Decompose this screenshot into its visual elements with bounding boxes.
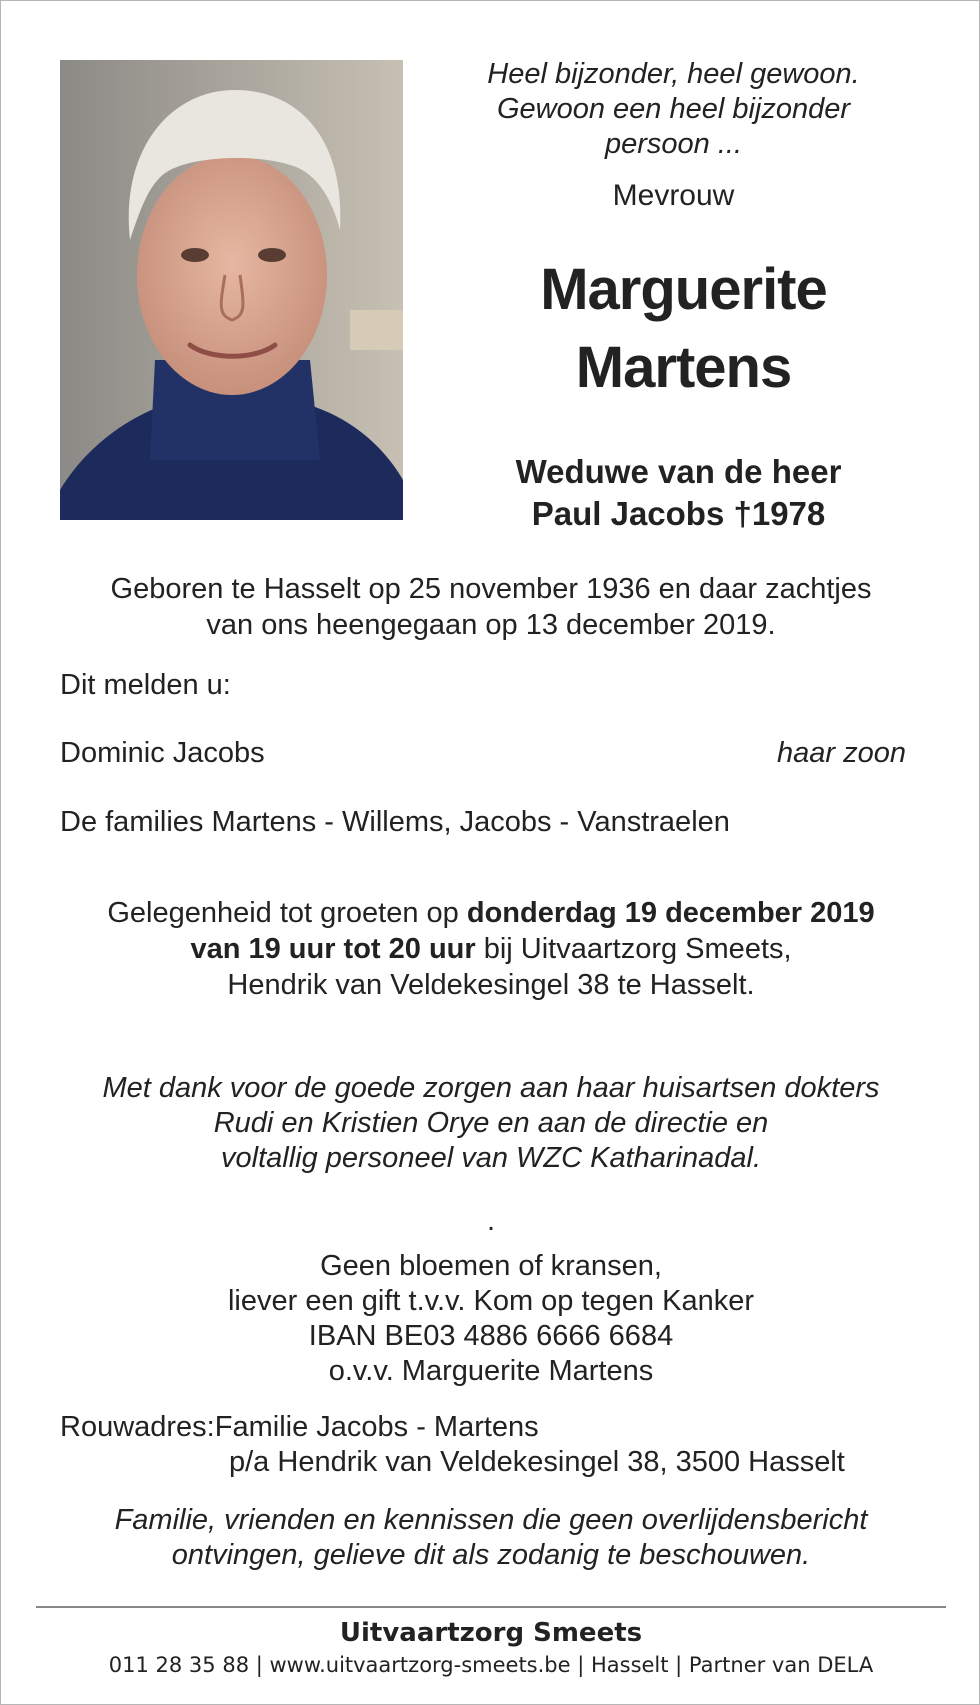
widow-line: Weduwe van de heer: [515, 453, 842, 490]
family-member-relation: haar zoon: [777, 737, 906, 769]
mourning-address-name: Familie Jacobs - Martens: [214, 1411, 539, 1443]
last-name: Martens: [575, 335, 792, 400]
motto: [451, 57, 896, 162]
mourning-address: [60, 1411, 539, 1444]
mourning-address-label: Rouwadres:: [60, 1411, 215, 1443]
thanks-line: voltallig personeel van WZC Katharinadal.: [221, 1142, 761, 1174]
gift-line: liever een gift t.v.v. Kom op tegen Kanker: [227, 1285, 755, 1317]
family-member-name: Dominic Jacobs: [60, 737, 265, 769]
note-line: ontvingen, gelieve dit als zodanig te beschouwen.: [171, 1539, 811, 1571]
deceased-name: [451, 251, 916, 407]
born-line: Geboren te Hasselt op 25 november 1936 en daar zachtjes: [110, 573, 872, 605]
gift-line: Geen bloemen of kransen,: [320, 1250, 662, 1282]
families-line: De families Martens - Willems, Jacobs - Vanstraelen: [60, 806, 730, 838]
thanks-line: Met dank voor de goede zorgen aan haar huisartsen dokters: [102, 1072, 880, 1104]
gift-info: [41, 1249, 941, 1389]
birth-death-info: [41, 571, 941, 643]
visitation-place: bij Uitvaartzorg Smeets,: [475, 933, 792, 965]
mourning-address-street: p/a Hendrik van Veldekesingel 38, 3500 Hasselt: [229, 1446, 845, 1478]
note-line: Familie, vrienden en kennissen die geen overlijdensbericht: [114, 1504, 868, 1536]
portrait-image: [60, 60, 403, 520]
separator-dot: .: [486, 1205, 496, 1237]
portrait-photo: [60, 60, 403, 520]
thanks-line: Rudi en Kristien Orye en aan de directie en: [213, 1107, 769, 1139]
honorific: Mevrouw: [612, 179, 735, 212]
born-line: van ons heengegaan op 13 december 2019.: [206, 609, 776, 641]
gift-line: o.v.v. Marguerite Martens: [328, 1355, 654, 1387]
closing-note: [41, 1503, 941, 1573]
gift-line: IBAN BE03 4886 6666 6684: [308, 1320, 674, 1352]
funeral-home-name: Uitvaartzorg Smeets: [339, 1618, 643, 1648]
visitation-date: donderdag 19 december 2019: [466, 897, 875, 929]
first-name: Marguerite: [540, 257, 827, 322]
motto-line: persoon ...: [604, 128, 743, 160]
visitation-info: [41, 895, 941, 1003]
announce-label: Dit melden u:: [60, 669, 231, 701]
widow-of: [451, 451, 906, 535]
motto-line: Gewoon een heel bijzonder: [496, 93, 851, 125]
footer-divider: [36, 1606, 946, 1608]
visitation-prefix: Gelegenheid tot groeten op: [107, 897, 467, 929]
visitation-time: van 19 uur tot 20 uur: [190, 933, 476, 965]
thanks-text: [41, 1071, 941, 1176]
funeral-home-contact: 011 28 35 88 | www.uitvaartzorg-smeets.be | Hasselt | Partner van DELA: [108, 1653, 874, 1677]
visitation-address: Hendrik van Veldekesingel 38 te Hasselt.: [227, 969, 755, 1001]
widow-line: Paul Jacobs †1978: [531, 495, 826, 532]
motto-line: Heel bijzonder, heel gewoon.: [487, 58, 860, 90]
